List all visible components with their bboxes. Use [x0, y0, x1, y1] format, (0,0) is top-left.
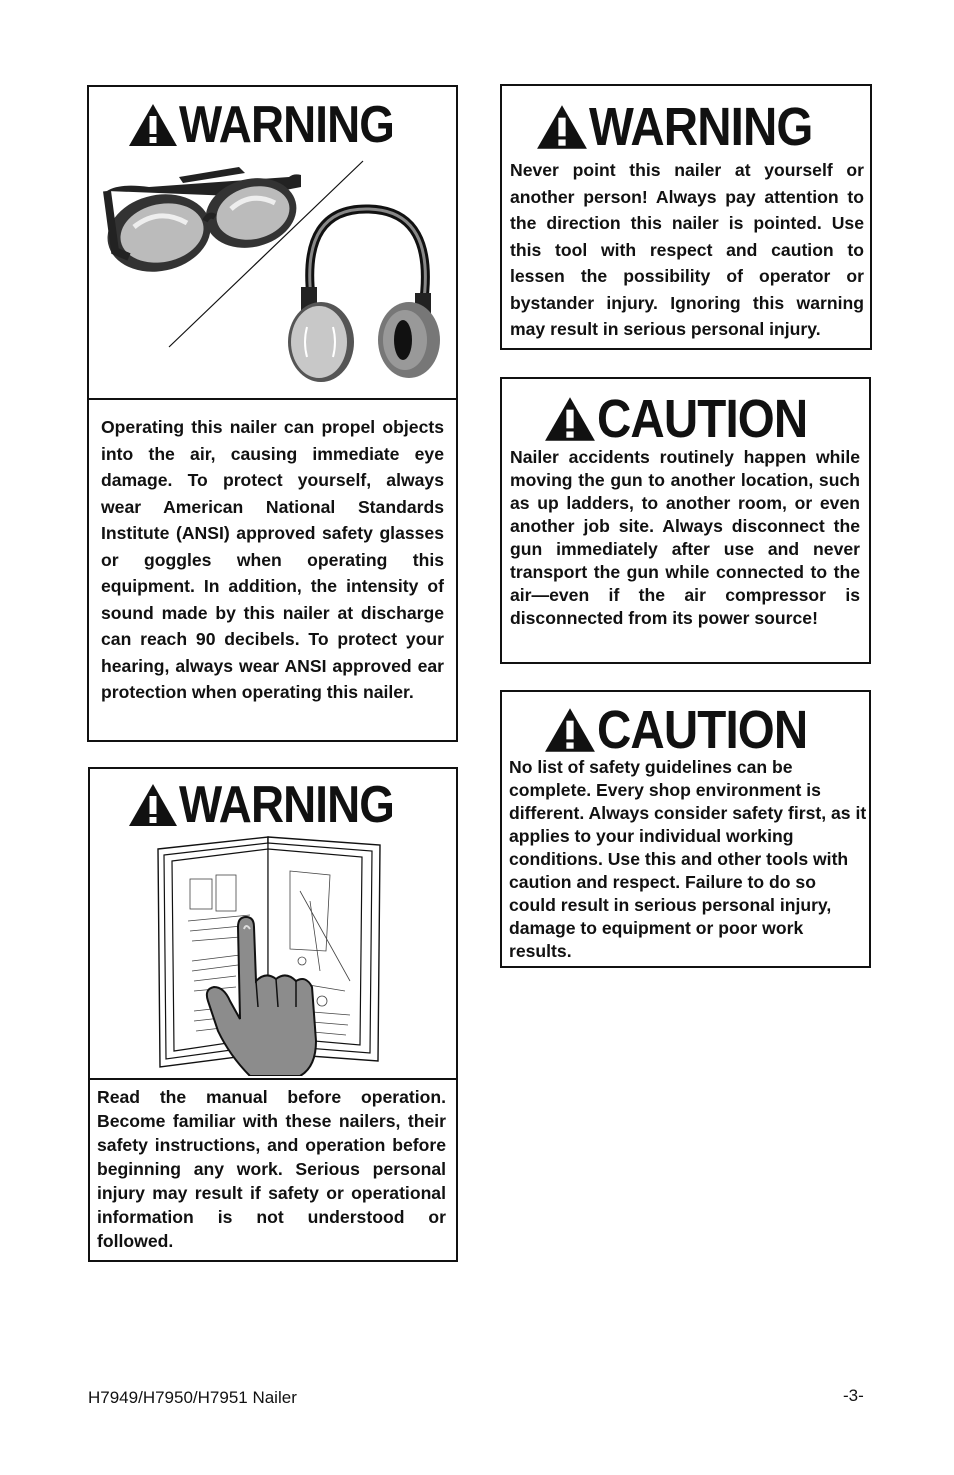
caution-heading: CAUTION: [596, 389, 807, 449]
warning-point-box: [500, 84, 872, 350]
caution-guidelines-box: [500, 690, 871, 968]
warning-triangle-icon: [535, 103, 589, 151]
warning-header: [90, 777, 456, 833]
warning-triangle-icon: [543, 395, 597, 443]
warning-triangle-icon: [127, 782, 179, 828]
warning-eye-ear-box: [87, 85, 458, 742]
warning-point-text: Never point this nailer at yourself or another person! Always pay attention to the direction this nailer is pointed. Use this tool with respect and caution to lessen the possibility of operator or bystander injury. Ignoring this warning may result in serious personal injury.: [510, 160, 864, 339]
warning-triangle-icon: [127, 102, 179, 148]
caution-transport-box: [500, 377, 871, 664]
caution-heading: CAUTION: [596, 700, 807, 760]
divider: [90, 1078, 456, 1080]
warning-heading: WARNING: [178, 96, 394, 154]
divider: [89, 398, 456, 400]
footer-page-number: -3-: [843, 1386, 864, 1405]
warning-heading: WARNING: [179, 776, 395, 834]
warning-header: [89, 97, 456, 153]
warning-manual-text: Read the manual before operation. Become familiar with these nailers, their safety instructions, and operation before beginning any work. Serious personal injury may result if safety or operational information is not understood or followed.: [97, 1087, 446, 1251]
caution-guidelines-text: No list of safety guidelines can be complete. Every shop environment is different. Always consider safety first, as it applies to your individual working conditions. Use this and other tools with caution and respect. Failure to do so could result in serious personal injury, damage to equipment or poor work results.: [509, 757, 867, 961]
manual-book-pointing-hand-icon: [90, 831, 456, 1076]
warning-manual-box: [88, 767, 458, 1262]
safety-glasses-icon: [100, 167, 304, 281]
warning-eye-ear-text: Operating this nailer can propel objects into the air, causing immediate eye damage. To protect yourself, always wear American National Standards Institute (ANSI) approved safety glasses or goggles when operating this equipment. In addition, the intensity of sound made by this nailer at discharge can reach 90 decibels. To protect your hearing, always wear ANSI approved ear protection when operating this nailer.: [101, 417, 444, 702]
caution-header: [502, 391, 869, 447]
warning-header: [502, 98, 870, 156]
caution-transport-text: Nailer accidents routinely happen while moving the gun to another location, such as up ladders, to another room, or even another job site. Always disconnect the gun immediately after use and never transport the gun while connected to the air—even if the air compressor is disconnected from its power source!: [510, 447, 860, 628]
warning-triangle-icon: [543, 706, 597, 754]
safety-illustration: [89, 147, 456, 397]
caution-header: [502, 702, 869, 758]
ear-muffs-icon: [288, 209, 440, 382]
warning-heading: WARNING: [589, 97, 813, 157]
footer-model: H7949/H7950/H7951 Nailer: [88, 1388, 297, 1407]
